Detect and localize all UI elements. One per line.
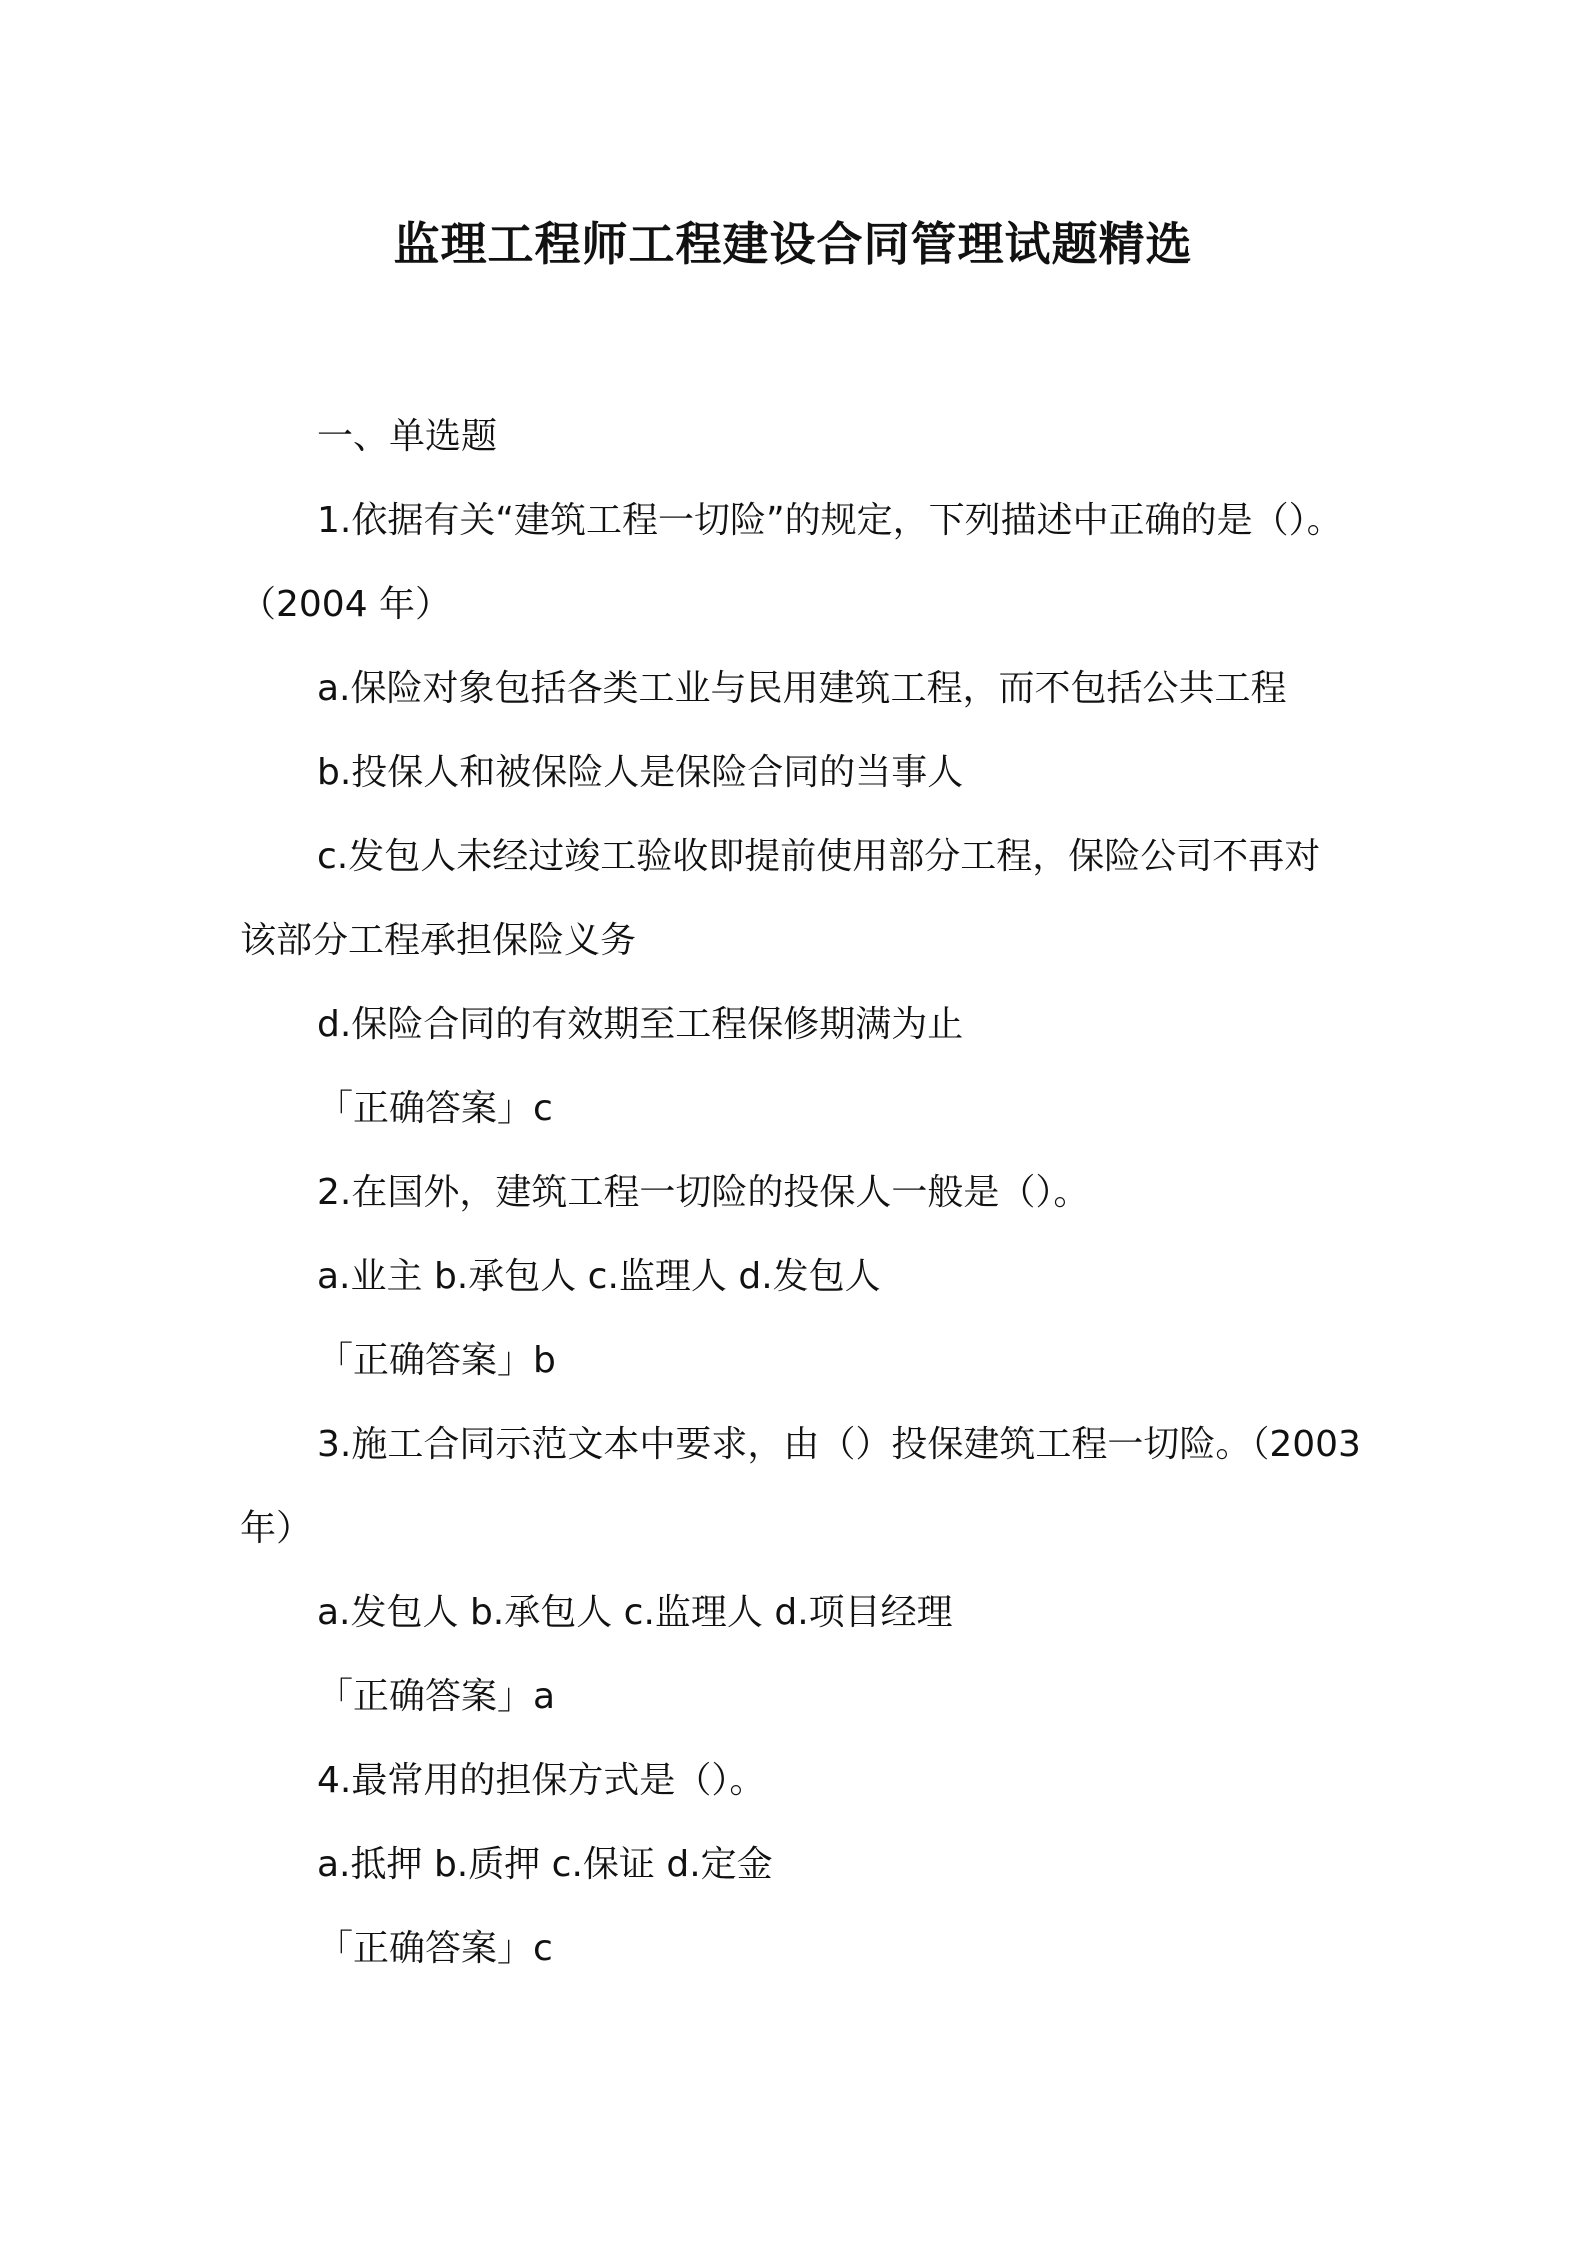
question-1-option-b: b.投保人和被保险人是保险合同的当事人 (317, 752, 964, 793)
question-1-option-c: c.发包人未经过竣工验收即提前使用部分工程，保险公司不再对 (317, 836, 1321, 877)
question-2-stem: 2.在国外，建筑工程一切险的投保人一般是（）。 (317, 1172, 1090, 1213)
document-title: 监理工程师工程建设合同管理试题精选 (393, 217, 1193, 271)
question-4-options: a.抵押 b.质押 c.保证 d.定金 (317, 1844, 773, 1885)
question-2-options: a.业主 b.承包人 c.监理人 d.发包人 (317, 1256, 881, 1297)
question-3-stem: 3.施工合同示范文本中要求，由（）投保建筑工程一切险。（2003 (317, 1424, 1361, 1465)
question-1-option-c-continued: 该部分工程承担保险义务 (240, 920, 637, 961)
question-3-options: a.发包人 b.承包人 c.监理人 d.项目经理 (317, 1592, 953, 1633)
question-1-stem-continued: （2004 年） (240, 584, 452, 625)
question-2-answer: 「正确答案」b (317, 1340, 556, 1381)
section-heading: 一、单选题 (317, 416, 498, 457)
question-1-stem: 1.依据有关“建筑工程一切险”的规定，下列描述中正确的是（）。 (317, 500, 1343, 541)
question-4-answer: 「正确答案」c (317, 1928, 553, 1969)
question-1-option-d: d.保险合同的有效期至工程保修期满为止 (317, 1004, 964, 1045)
question-3-stem-continued: 年） (240, 1508, 313, 1549)
question-4-stem: 4.最常用的担保方式是（）。 (317, 1760, 766, 1801)
question-1-answer: 「正确答案」c (317, 1088, 553, 1129)
question-1-option-a: a.保险对象包括各类工业与民用建筑工程，而不包括公共工程 (317, 668, 1287, 709)
question-3-answer: 「正确答案」a (317, 1676, 556, 1717)
